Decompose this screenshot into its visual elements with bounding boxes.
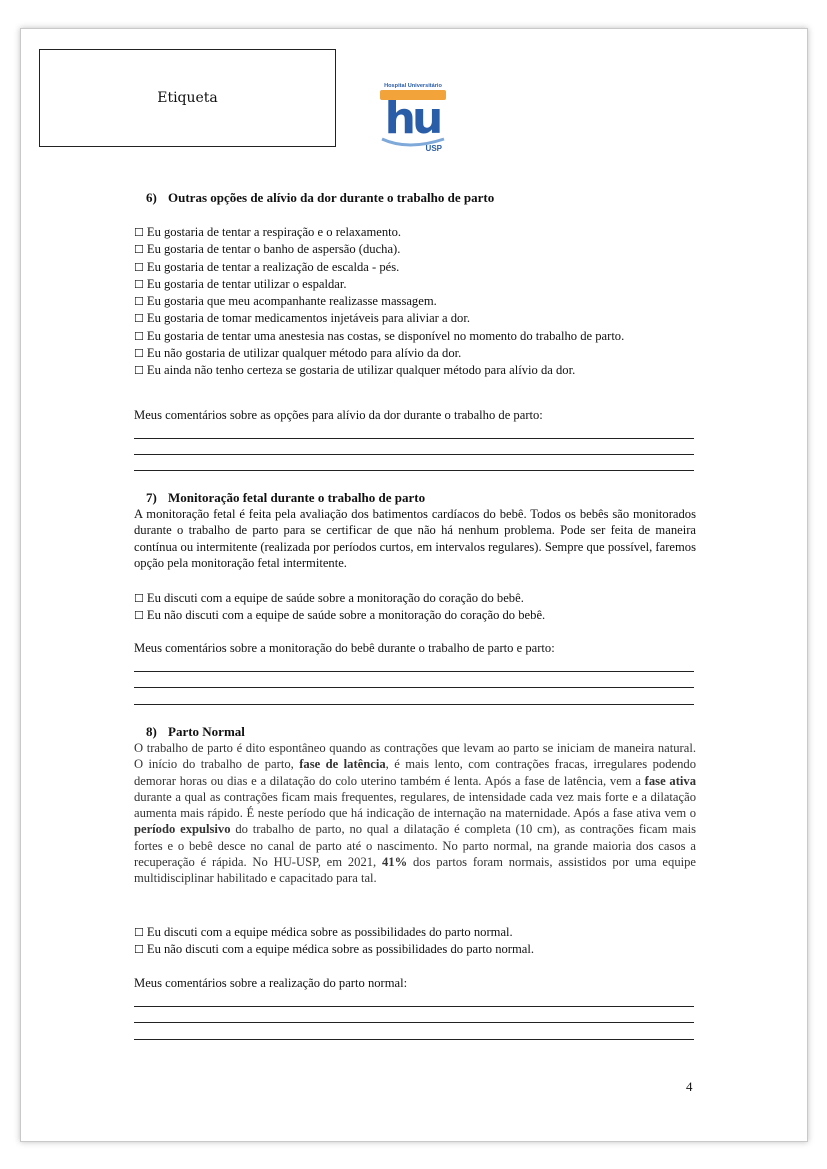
section-7-options bbox=[134, 590, 696, 625]
section-7-heading: 7) Monitoração fetal durante o trabalho de parto bbox=[146, 490, 426, 505]
checkbox-option[interactable]: ☐ Eu gostaria que meu acompanhante realizasse massagem. bbox=[134, 294, 437, 309]
comment-line[interactable] bbox=[134, 438, 694, 439]
comment-line[interactable] bbox=[134, 1022, 694, 1023]
checkbox-option[interactable]: ☐ Eu discuti com a equipe de saúde sobre a monitoração do coração do bebê. bbox=[134, 591, 524, 605]
checkbox-option[interactable]: ☐ Eu não discuti com a equipe médica sobre as possibilidades do parto normal. bbox=[134, 942, 535, 957]
section-8-title: Parto Normal bbox=[168, 724, 245, 739]
checkbox-icon[interactable]: ☐ bbox=[134, 609, 144, 623]
checkbox-icon[interactable]: ☐ bbox=[134, 243, 144, 257]
comment-line[interactable] bbox=[134, 1039, 694, 1040]
checkbox-option[interactable]: ☐ Eu discuti com a equipe médica sobre as possibilidades do parto normal. bbox=[134, 925, 513, 939]
comment-line[interactable] bbox=[134, 671, 694, 672]
checkbox-icon[interactable]: ☐ bbox=[134, 926, 144, 939]
checkbox-icon[interactable]: ☐ bbox=[134, 943, 144, 957]
checkbox-icon[interactable]: ☐ bbox=[134, 295, 144, 309]
section-7-comments-label: Meus comentários sobre a monitoração do bebê durante o trabalho de parto e parto: bbox=[134, 641, 555, 655]
hospital-logo bbox=[378, 81, 448, 153]
checkbox-icon[interactable]: ☐ bbox=[134, 329, 144, 343]
section-7-paragraph: A monitoração fetal é feita pela avaliação dos batimentos cardíacos do bebê. Todos os bebês são monitorados durante o trabalho de parto para se certificar de que não há nenhum problema. Pode ser feita de maneira contínua ou intermitente (realizada por períodos curtos, em intervalos regulares). Sempre que possível, faremos opção pela monitoração fetal intermitente. bbox=[134, 507, 696, 570]
section-8-comments-label: Meus comentários sobre a realização do parto normal: bbox=[134, 976, 408, 990]
checkbox-option[interactable]: ☐ Eu gostaria de tentar uma anestesia nas costas, se disponível no momento do trabalho de parto. bbox=[134, 328, 625, 343]
section-8-heading: 8) Parto Normal bbox=[146, 724, 245, 739]
section-8-options bbox=[134, 924, 696, 959]
checkbox-icon[interactable]: ☐ bbox=[134, 347, 144, 361]
checkbox-option[interactable]: ☐ Eu gostaria de tentar o banho de aspersão (ducha). bbox=[134, 242, 401, 257]
patient-label-box bbox=[39, 49, 336, 147]
section-6-heading: 6) Outras opções de alívio da dor durante o trabalho de parto bbox=[146, 190, 495, 205]
checkbox-icon[interactable]: ☐ bbox=[134, 312, 144, 326]
checkbox-option[interactable]: ☐ Eu não discuti com a equipe de saúde sobre a monitoração do coração do bebê. bbox=[134, 608, 546, 623]
logo-suffix: USP bbox=[425, 144, 442, 153]
logo-letters: hu bbox=[384, 93, 440, 144]
checkbox-icon[interactable]: ☐ bbox=[134, 592, 144, 605]
checkbox-option[interactable]: ☐ Eu não gostaria de utilizar qualquer método para alívio da dor. bbox=[134, 346, 462, 361]
checkbox-icon[interactable]: ☐ bbox=[134, 277, 144, 291]
checkbox-option[interactable]: ☐ Eu ainda não tenho certeza se gostaria de utilizar qualquer método para alívio da dor. bbox=[134, 363, 576, 378]
comment-line[interactable] bbox=[134, 687, 694, 688]
checkbox-icon[interactable]: ☐ bbox=[134, 260, 144, 274]
checkbox-option[interactable]: ☐ Eu gostaria de tentar utilizar o espaldar. bbox=[134, 276, 347, 291]
label-box-text: Etiqueta bbox=[157, 90, 218, 106]
checkbox-option[interactable]: ☐ Eu gostaria de tomar medicamentos injetáveis para aliviar a dor. bbox=[134, 311, 470, 326]
checkbox-icon[interactable]: ☐ bbox=[134, 226, 144, 239]
comment-line[interactable] bbox=[134, 454, 694, 455]
section-8-paragraph: O trabalho de parto é dito espontâneo quando as contrações que levam ao parto se iniciam de maneira natural. O início do trabalho de parto, fase de latência, é mais lento, com contrações fracas, irregulares podendo demorar horas ou dias e a dilatação do colo uterino também é lenta. Após a fase de latência, vem a fase ativa durante a qual as contrações ficam mais frequentes, regulares, de intensidade cada vez mais forte e a dilatação aumenta mais rápido. É neste período que há indicação de internação na maternidade. Após a fase ativa vem o período expulsivo do trabalho de parto, no qual a dilatação é completa (10 cm), as contrações ficam mais fortes e o bebê desce no canal de parto até o nascimento. No parto normal, na grande maioria dos casos a recuperação é rápida. No HU-USP, em 2021, 41% dos partos foram normais, assistidos por uma equipe multidisciplinar habilitado e capacitado para tal. bbox=[134, 741, 696, 886]
checkbox-icon[interactable]: ☐ bbox=[134, 364, 144, 378]
comment-line[interactable] bbox=[134, 1006, 694, 1007]
logo-title: Hospital Universitário bbox=[384, 83, 442, 89]
section-6-options bbox=[134, 224, 696, 380]
section-7-title: Monitoração fetal durante o trabalho de parto bbox=[168, 490, 426, 505]
comment-line[interactable] bbox=[134, 470, 694, 471]
section-6-title: Outras opções de alívio da dor durante o trabalho de parto bbox=[168, 190, 495, 205]
section-6-comments-label: Meus comentários sobre as opções para alívio da dor durante o trabalho de parto: bbox=[134, 408, 543, 422]
comment-line[interactable] bbox=[134, 704, 694, 705]
checkbox-option[interactable]: ☐ Eu gostaria de tentar a realização de escalda - pés. bbox=[134, 259, 400, 274]
page-number: 4 bbox=[686, 1079, 693, 1094]
checkbox-option[interactable]: ☐ Eu gostaria de tentar a respiração e o relaxamento. bbox=[134, 225, 402, 239]
